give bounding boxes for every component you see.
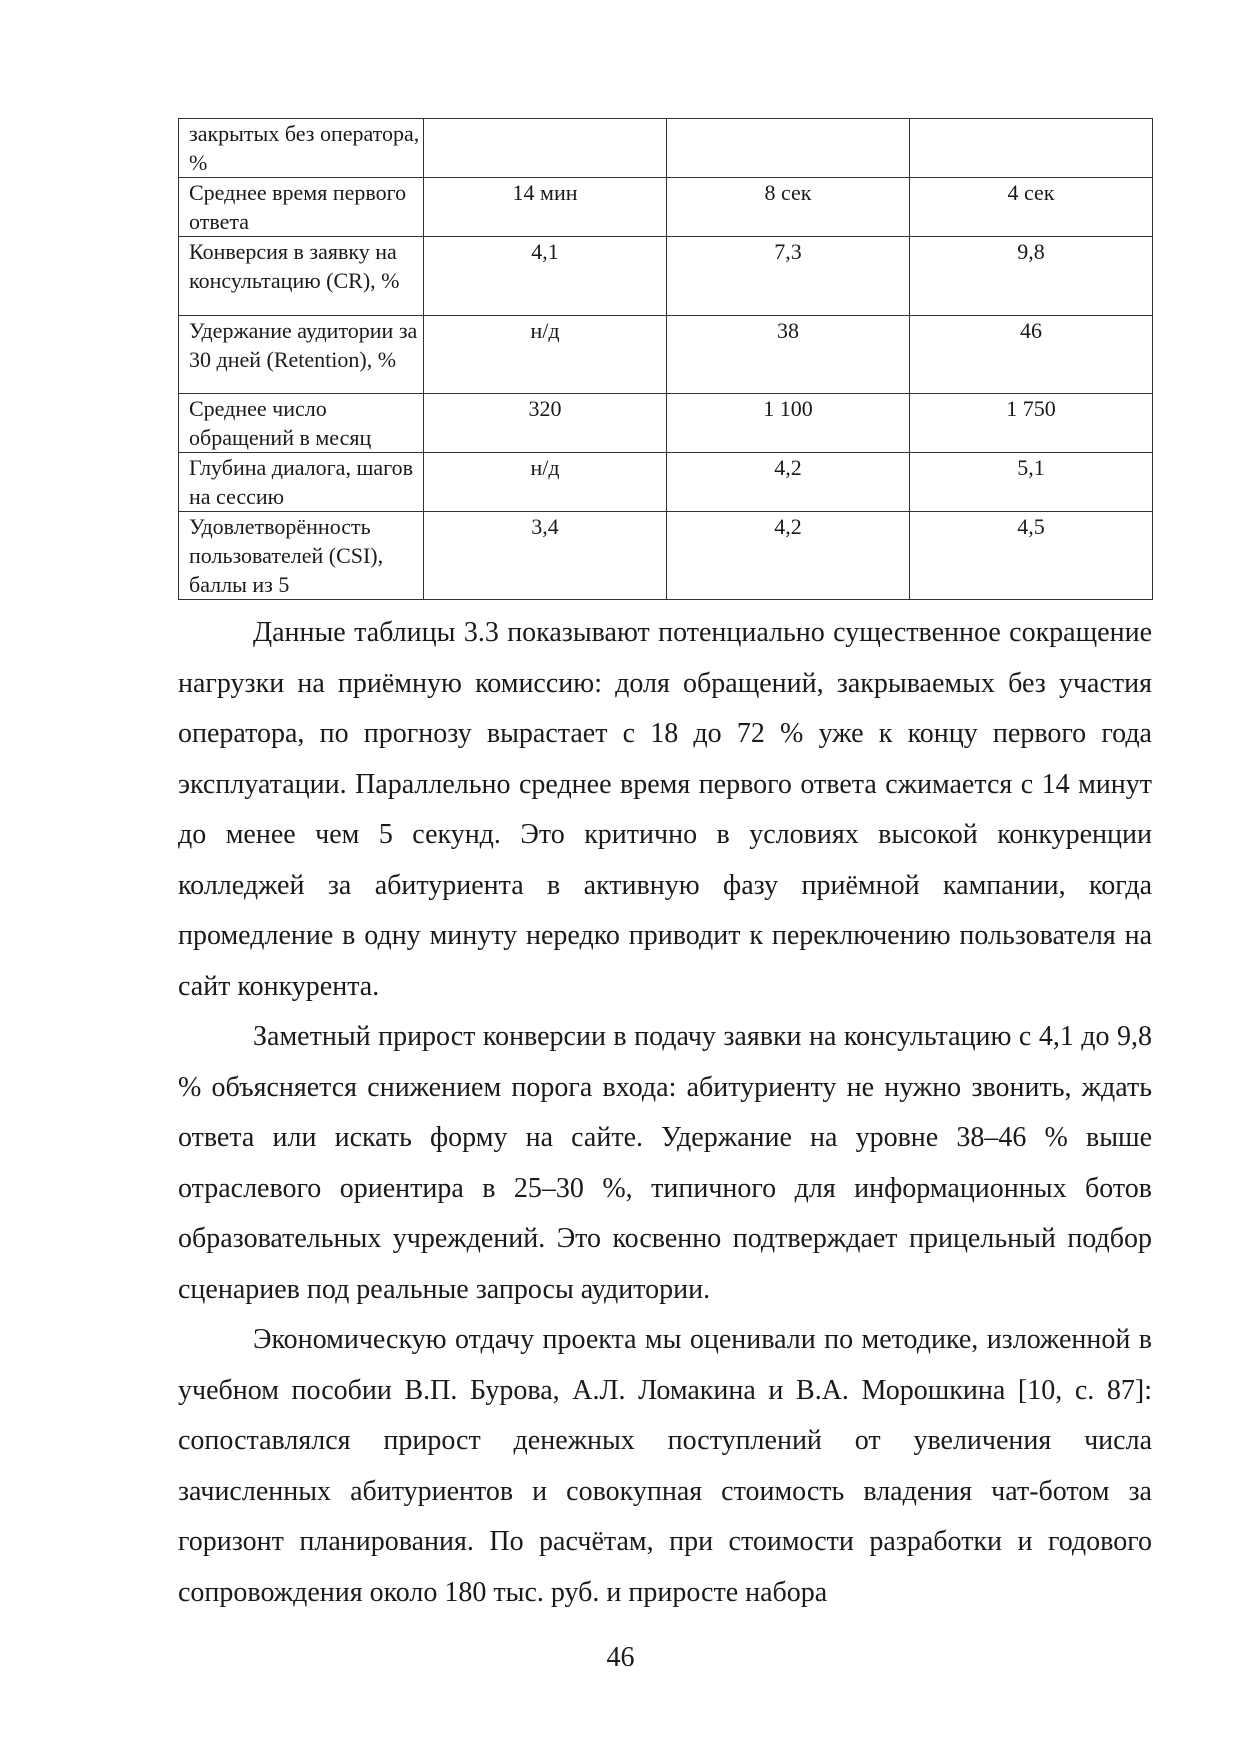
table-row — [179, 119, 1153, 178]
paragraph: Экономическую отдачу проекта мы оценивали по методике, изложенной в учебном пособии В.П. Бурова, А.Л. Ломакина и В.А. Морошкина [10, с. 87]: сопоставлялся прирост денежных поступлений от увеличения числа зачисленных абитуриентов и совокупная стоимость владения чат-ботом за горизонт планирования. По расчётам, при стоимости разработки и годового сопровождения около 180 тыс. руб. и приросте набора — [178, 1324, 1152, 1608]
row-label: Среднее число обращений в месяц — [179, 394, 424, 453]
cell-value: 3,4 — [424, 512, 667, 600]
cell-value: н/д — [424, 316, 667, 394]
table-row — [179, 512, 1153, 600]
row-label: Удержание аудитории за 30 дней (Retention), % — [179, 316, 424, 394]
cell-value: 7,3 — [667, 237, 910, 316]
body-text — [178, 608, 1152, 1618]
cell-value — [667, 119, 910, 178]
cell-value: 46 — [910, 316, 1153, 394]
row-label: Глубина диалога, шагов на сессию — [179, 453, 424, 512]
row-label: Среднее время первого ответа — [179, 178, 424, 237]
row-label: Удовлетворённость пользователей (CSI), баллы из 5 — [179, 512, 424, 600]
cell-value: 320 — [424, 394, 667, 453]
table-row — [179, 453, 1153, 512]
cell-value: 14 мин — [424, 178, 667, 237]
table-row — [179, 316, 1153, 394]
row-label: Конверсия в заявку на консультацию (CR), % — [179, 237, 424, 316]
cell-value: 1 100 — [667, 394, 910, 453]
row-label: закрытых без оператора, % — [179, 119, 424, 178]
cell-value: 4,2 — [667, 512, 910, 600]
cell-value: 1 750 — [910, 394, 1153, 453]
cell-value: 8 сек — [667, 178, 910, 237]
metrics-table — [178, 118, 1153, 600]
cell-value: 4 сек — [910, 178, 1153, 237]
table-row — [179, 237, 1153, 316]
cell-value: 5,1 — [910, 453, 1153, 512]
paragraph: Данные таблицы 3.3 показывают потенциально существенное сокращение нагрузки на приёмную комиссию: доля обращений, закрываемых без участия оператора, по прогнозу вырастает с 18 до 72 % уже к концу первого года эксплуатации. Параллельно среднее время первого ответа сжимается с 14 минут до менее чем 5 секунд. Это критично в условиях высокой конкуренции колледжей за абитуриента в активную фазу приёмной кампании, когда промедление в одну минуту нередко приводит к переключению пользователя на сайт конкурента. — [178, 617, 1152, 1002]
table-row — [179, 178, 1153, 237]
cell-value: 38 — [667, 316, 910, 394]
cell-value: 9,8 — [910, 237, 1153, 316]
cell-value: 4,1 — [424, 237, 667, 316]
page-number: 46 — [606, 1642, 635, 1673]
cell-value: 4,5 — [910, 512, 1153, 600]
cell-value: 4,2 — [667, 453, 910, 512]
cell-value — [910, 119, 1153, 178]
cell-value: н/д — [424, 453, 667, 512]
table-row — [179, 394, 1153, 453]
cell-value — [424, 119, 667, 178]
paragraph: Заметный прирост конверсии в подачу заявки на консультацию с 4,1 до 9,8 % объясняется снижением порога входа: абитуриенту не нужно звонить, ждать ответа или искать форму на сайте. Удержание на уровне 38–46 % выше отраслевого ориентира в 25–30 %, типичного для информационных ботов образовательных учреждений. Это косвенно подтверждает прицельный подбор сценариев под реальные запросы аудитории. — [178, 1021, 1152, 1305]
